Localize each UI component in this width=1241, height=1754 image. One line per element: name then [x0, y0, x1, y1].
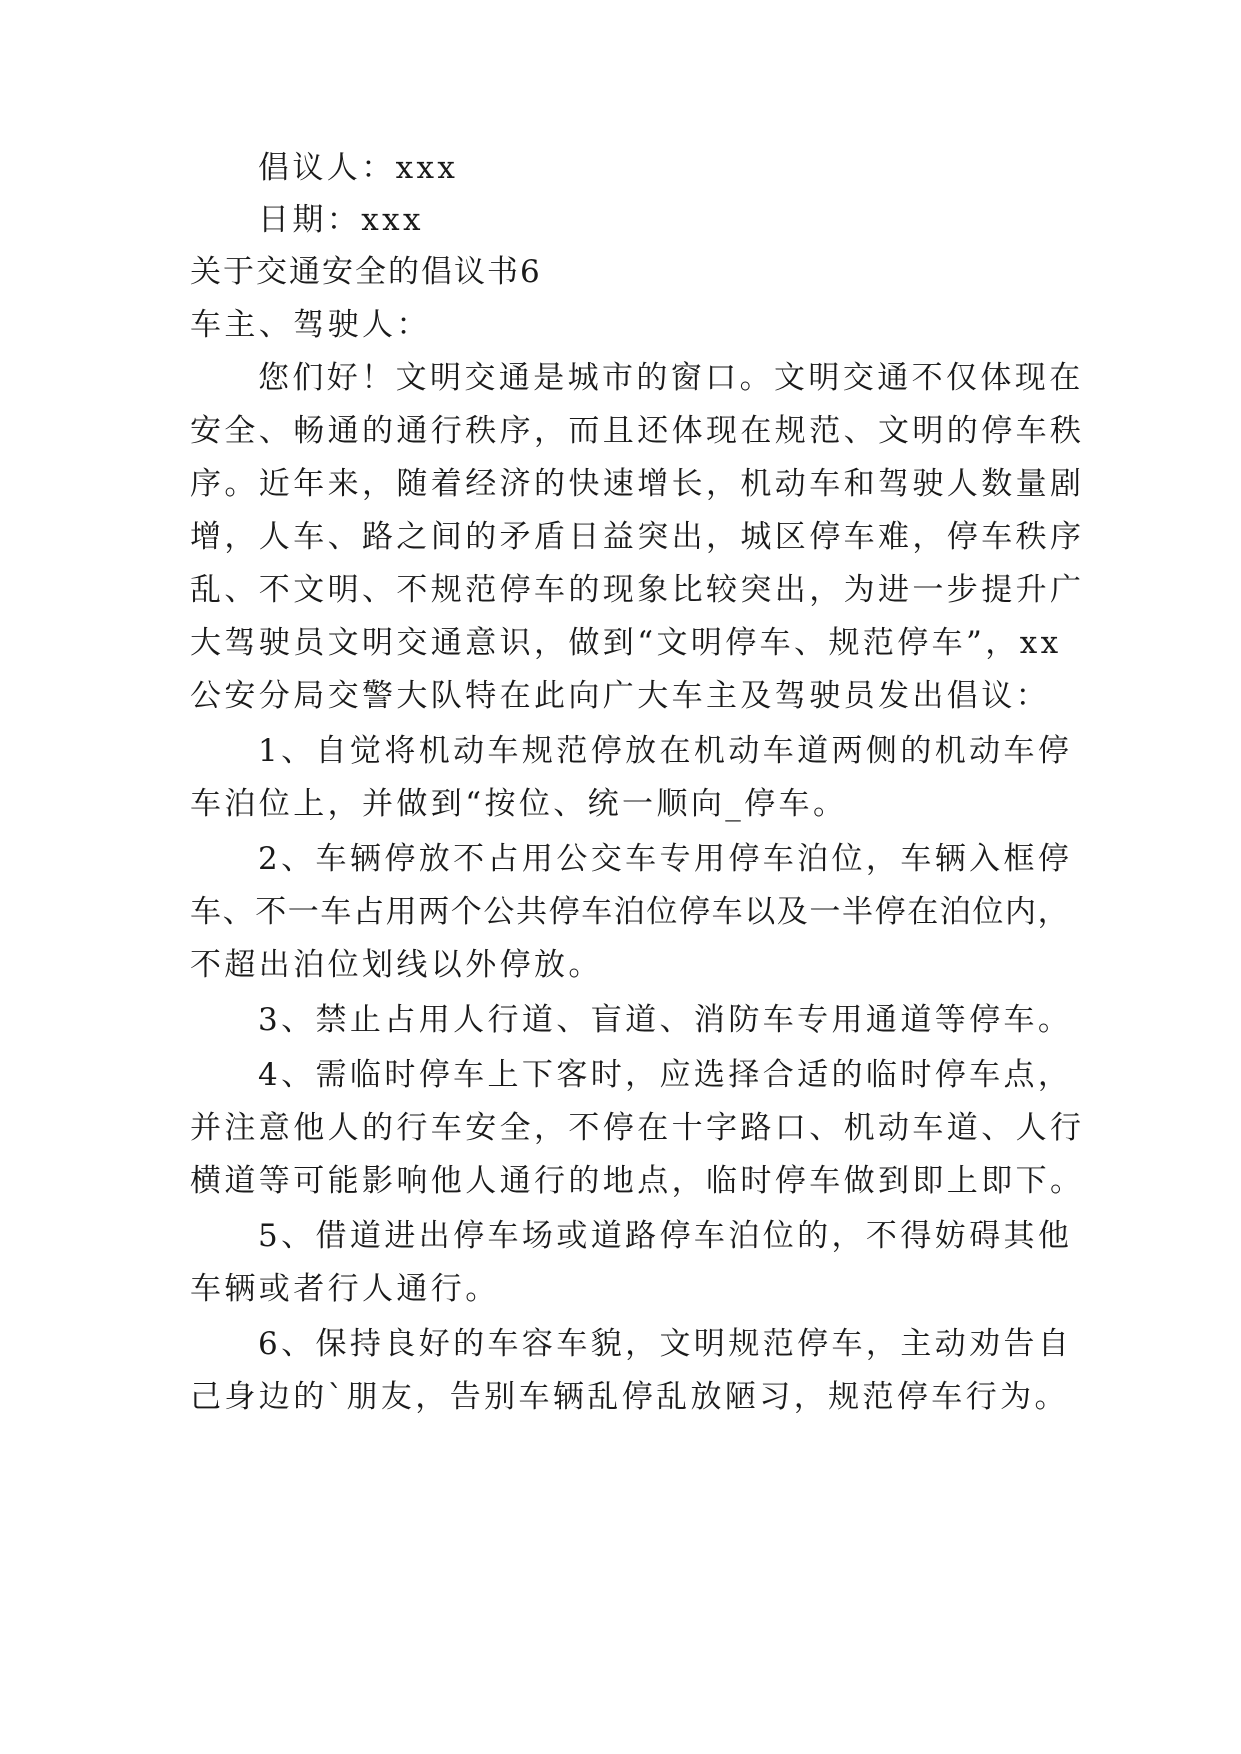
item-line: 6、保持良好的车容车貌，文明规范停车，主动劝告自 — [258, 1326, 1073, 1362]
intro-line: 公安分局交警大队特在此向广大车主及驾驶员发出倡议： — [190, 678, 1050, 714]
item-line: 车泊位上，并做到“按位、统一顺向_停车。 — [190, 786, 848, 822]
item-line: 车、不一车占用两个公共停车泊位停车以及一半停在泊位内， — [190, 894, 1071, 930]
document-title: 关于交通安全的倡议书6 — [190, 254, 542, 290]
item-line: 4、需临时停车上下客时，应选择合适的临时停车点， — [258, 1057, 1073, 1093]
item-line: 己身边的`朋友，告别车辆乱停乱放陋习，规范停车行为。 — [190, 1379, 1069, 1415]
intro-line: 乱、不文明、不规范停车的现象比较突出，为进一步提升广 — [190, 572, 1085, 608]
item-line: 1、自觉将机动车规范停放在机动车道两侧的机动车停 — [258, 733, 1073, 769]
item-line: 横道等可能影响他人通行的地点，临时停车做到即上即下。 — [190, 1163, 1085, 1199]
item-line: 不超出泊位划线以外停放。 — [190, 947, 603, 983]
intro-line: 安全、畅通的通行秩序，而且还体现在规范、文明的停车秩 — [190, 413, 1085, 449]
intro-line: 大驾驶员文明交通意识，做到“文明停车、规范停车”，xx — [190, 625, 1062, 661]
date-line: 日期：xxx — [258, 202, 424, 238]
salutation: 车主、驾驶人： — [190, 307, 431, 343]
intro-line: 您们好！文明交通是城市的窗口。文明交通不仅体现在 — [258, 360, 1084, 396]
item-line: 3、禁止占用人行道、盲道、消防车专用通道等停车。 — [258, 1002, 1073, 1038]
item-line: 车辆或者行人通行。 — [190, 1271, 500, 1307]
item-line: 并注意他人的行车安全，不停在十字路口、机动车道、人行 — [190, 1110, 1085, 1146]
proposer-line: 倡议人：xxx — [258, 150, 459, 186]
item-line: 2、车辆停放不占用公交车专用停车泊位，车辆入框停 — [258, 841, 1073, 877]
intro-line: 增，人车、路之间的矛盾日益突出，城区停车难，停车秩序 — [190, 519, 1085, 555]
item-line: 5、借道进出停车场或道路停车泊位的，不得妨碍其他 — [258, 1218, 1073, 1254]
intro-line: 序。近年来，随着经济的快速增长，机动车和驾驶人数量剧 — [190, 466, 1085, 502]
